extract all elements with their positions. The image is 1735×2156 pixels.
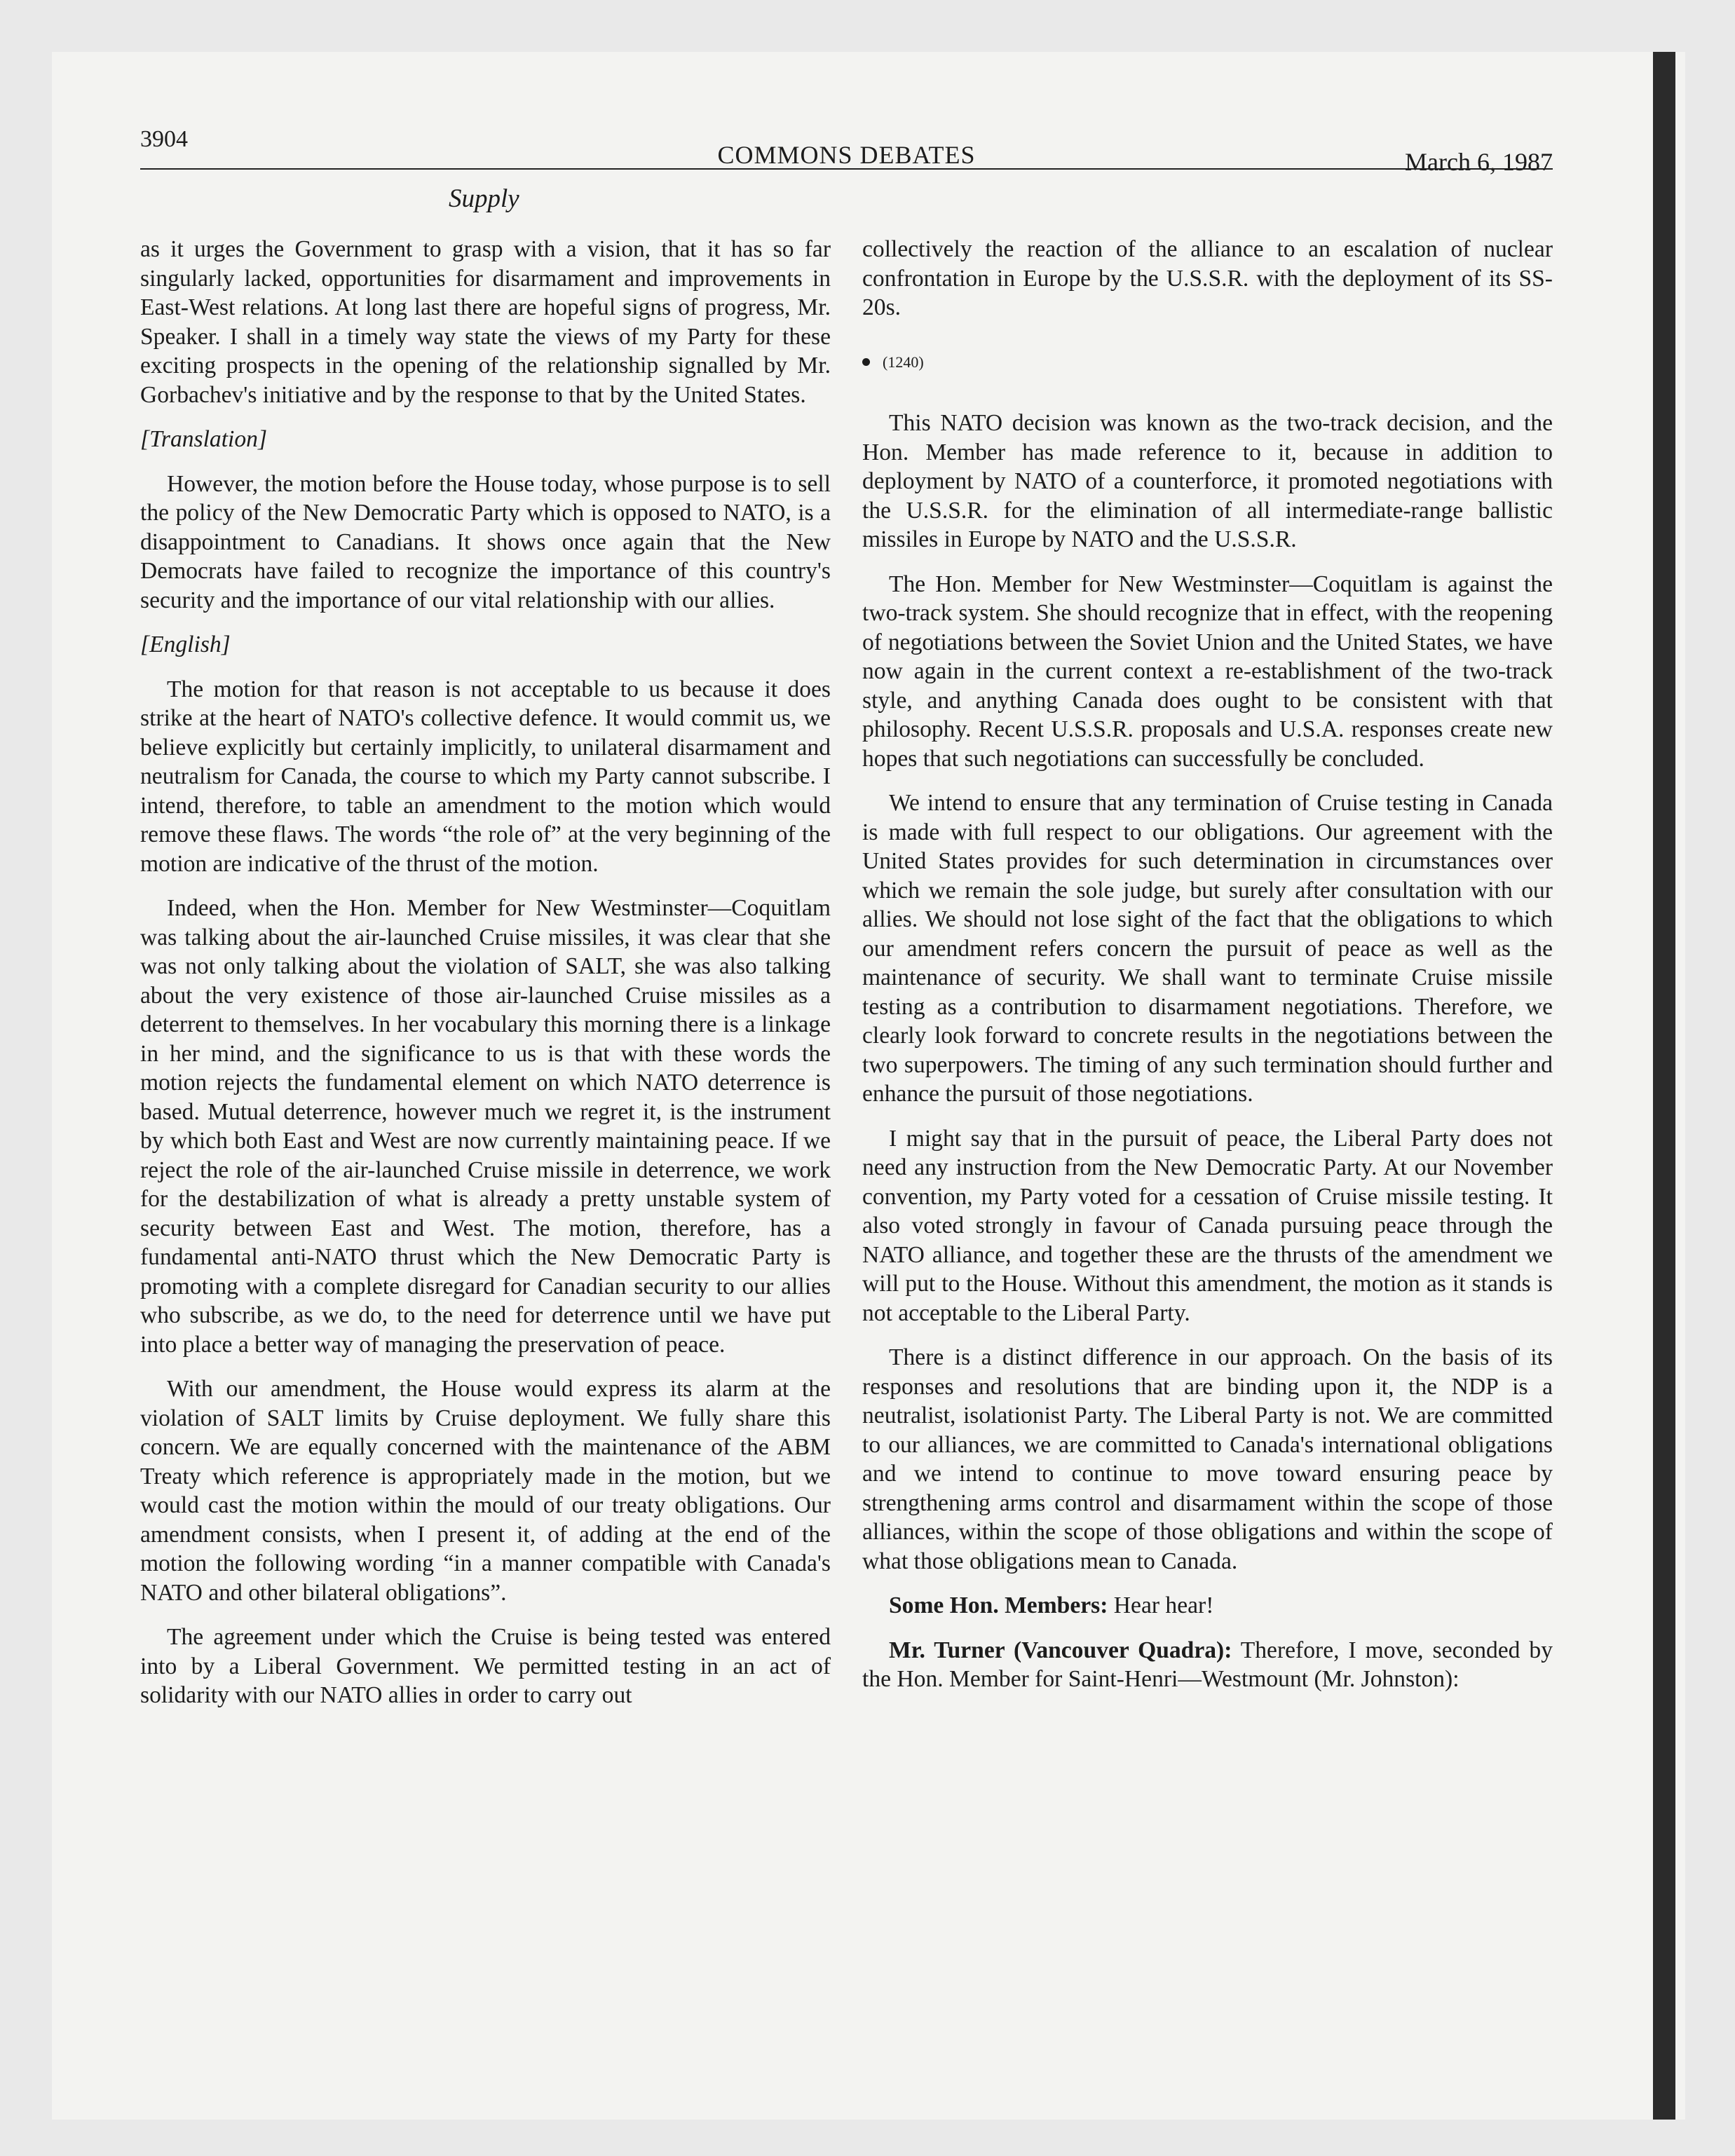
language-tag: [English] <box>140 632 231 657</box>
paragraph: The agreement under which the Cruise is being tested was entered into by a Liberal Government. We permitted testing in an act of solidarity with our NATO allies in order to carry out <box>140 1624 831 1708</box>
paragraph: collectively the reaction of the alliance to an escalation of nuclear confrontation in Europe by the U.S.S.R. with the deployment of its SS-20s. <box>862 236 1553 320</box>
left-column <box>140 235 831 1726</box>
paragraph: Indeed, when the Hon. Member for New Westminster—Coquitlam was talking about the air-launched Cruise missiles, it was clear that she was not only talking about the violation of SALT, she was also talking about the very existence of those air-launched Cruise missiles as a deterrent to themselves. In her vocabulary this morning there is a linkage in her mind, and the significance to us is that with these words the motion rejects the fundamental element on which NATO deterrence is based. Mutual deterrence, however much we regret it, is the instrument by which both East and West are now currently maintaining peace. If we reject the role of the air-launched Cruise missile in deterrence, we work for the destabilization of what is already a pretty unstable system of security between East and West. The motion, therefore, has a fundamental anti-NATO thrust which the New Democratic Party is promoting with a complete disregard for Canadian security to our allies who subscribe, as we do, to the need for deterrence until we have put into place a better way of managing the preservation of peace. <box>140 895 831 1358</box>
speaker-line <box>862 1591 1553 1621</box>
speaker-line <box>862 1636 1553 1694</box>
paragraph: There is a distinct difference in our approach. On the basis of its responses and resolutions that are binding upon it, the NDP is a neutralist, isolationist Party. The Liberal Party is not. We are committed to our alliances, we are committed to Canada's international obligations and we intend to continue to move toward ensuring peace by strengthening arms control and disarmament within the scope of those alliances, within the scope of those obligations and within the scope of what those obligations mean to Canada. <box>862 1344 1553 1574</box>
paragraph: With our amendment, the House would express its alarm at the violation of SALT limits by Cruise deployment. We fully share this concern. We are equally concerned with the maintenance of the ABM Treaty which reference is appropriately made in the motion, but we would cast the motion within the mould of our treaty obligations. Our amendment consists, when I present it, of adding at the end of the motion the following wording “in a manner compatible with Canada's NATO and other bilateral obligations”. <box>140 1376 831 1606</box>
header-rule <box>140 168 1553 170</box>
speaker-name: Some Hon. Members: <box>889 1592 1108 1618</box>
paragraph: I might say that in the pursuit of peace, the Liberal Party does not need any instruction from the New Democratic Party. At our November convention, my Party voted for a cessation of Cruise missile testing. It also voted strongly in favour of Canada pursuing peace through the NATO alliance, and together these are the thrusts of the amendment we will put to the House. Without this amendment, the motion as it stands is not acceptable to the Liberal Party. <box>862 1125 1553 1326</box>
page-header <box>140 126 1553 182</box>
bullet-icon <box>862 358 870 366</box>
page-number: 3904 <box>140 126 188 152</box>
scan-edge-shadow <box>1653 52 1675 2120</box>
timestamp-text: (1240) <box>883 353 924 371</box>
section-heading: Supply <box>449 184 519 213</box>
speaker-name: Mr. Turner (Vancouver Quadra): <box>889 1637 1232 1663</box>
language-tag: [Translation] <box>140 426 268 452</box>
speaker-text: Hear hear! <box>1108 1592 1214 1618</box>
paragraph: However, the motion before the House today, whose purpose is to sell the policy of the New Democratic Party which is opposed to NATO, is a disappointment to Canadians. It shows once again that the New Democrats have failed to recognize the importance of this country's security and the importance of our vital relationship with our allies. <box>140 470 831 613</box>
timestamp-marker <box>862 348 1553 377</box>
paragraph: We intend to ensure that any termination of Cruise testing in Canada is made with full respect to our obligations. Our agreement with the United States provides for such determination in circumstances over which we remain the sole judge, but surely after consultation with our allies. We should not lose sight of the fact that the obligations to which our amendment refers concern the pursuit of peace as well as the maintenance of security. We shall want to terminate Cruise missile testing as a contribution to disarmament negotiations. Therefore, we clearly look forward to concrete results in the negotiations between the two superpowers. The timing of any such termination should further and enhance the pursuit of those negotiations. <box>862 790 1553 1107</box>
paragraph: The motion for that reason is not acceptable to us because it does strike at the heart of NATO's collective defence. It would commit us, we believe explicitly but certainly implicitly, to unilateral disarmament and neutralism for Canada, the course to which my Party cannot subscribe. I intend, therefore, to table an amendment to the motion which would remove these flaws. The words “the role of” at the very beginning of the motion are indicative of the thrust of the motion. <box>140 676 831 877</box>
publication-date: March 6, 1987 <box>1405 148 1553 176</box>
right-column <box>862 235 1553 1710</box>
paragraph: The Hon. Member for New Westminster—Coquitlam is against the two-track system. She should recognize that in effect, with the reopening of negotiations between the Soviet Union and the United States, we have now again in the current context a re-establishment of the two-track style, and anything Canada does ought to be consistent with that philosophy. Recent U.S.S.R. proposals and U.S.A. responses create new hopes that such negotiations can successfully be concluded. <box>862 571 1553 772</box>
paragraph: as it urges the Government to grasp with a vision, that it has so far singularly lacked, opportunities for disarmament and improvements in East-West relations. At long last there are hopeful signs of progress, Mr. Speaker. I shall in a timely way state the views of my Party for these exciting prospects in the opening of the relationship signalled by Mr. Gorbachev's initiative and by the response to that by the United States. <box>140 236 831 408</box>
publication-title: COMMONS DEBATES <box>717 141 976 169</box>
paragraph: This NATO decision was known as the two-track decision, and the Hon. Member has made reference to it, because in addition to deployment by NATO of a counterforce, it promoted negotiations with the U.S.S.R. for the elimination of all intermediate-range ballistic missiles in Europe by NATO and the U.S.S.R. <box>862 410 1553 552</box>
speaker-text: Therefore, I move, seconded by the Hon. Member for Saint-Henri—Westmount (Mr. Johnston): <box>862 1637 1553 1692</box>
